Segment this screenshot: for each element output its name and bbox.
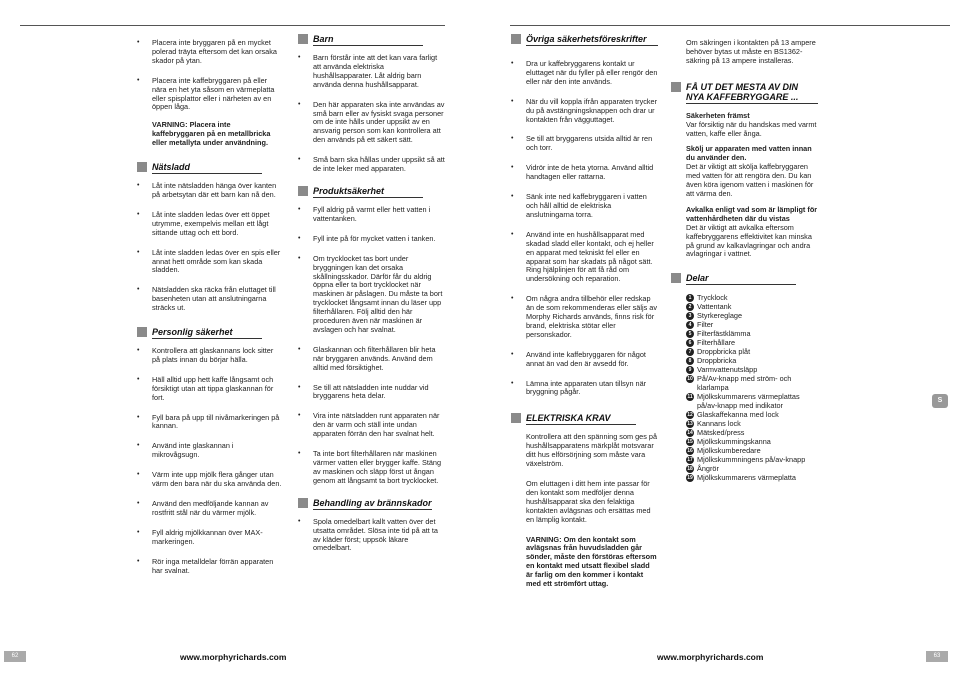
section-marker xyxy=(671,273,681,283)
part-number-badge: 17 xyxy=(687,456,693,463)
section-marker xyxy=(298,34,308,44)
part-label: Mjölkskummningens på/av-knapp xyxy=(697,455,806,465)
part-label: Filterhållare xyxy=(697,338,736,348)
part-item xyxy=(686,293,821,302)
section-heading-ovriga: Övriga säkerhetsföreskrifter xyxy=(511,34,658,46)
language-tab[interactable]: S xyxy=(932,394,948,408)
part-item xyxy=(686,428,821,437)
personlig-item: • Häll alltid upp hett kaffe långsamt och försiktigt utan att tippa glaskannan för fort. xyxy=(137,376,283,403)
section-marker xyxy=(511,34,521,44)
section-marker xyxy=(511,413,521,423)
produkt-item: • Se till att nätsladden inte nuddar vid bryggarens heta delar. xyxy=(298,384,445,402)
part-number-badge: 11 xyxy=(687,393,693,400)
ovriga-item: • När du vill koppla ifrån apparaten trycker du på avstängningsknappen och drar ur kontakten från vägguttaget. xyxy=(511,98,658,125)
descale-body: Det är viktigt att avkalka eftersom kaffebryggarens effektivitet kan minska på grund av kalkavlagringar och andra avlagringar i vattnet. xyxy=(686,222,812,259)
behandling-list xyxy=(298,518,445,554)
natsladd-list xyxy=(137,182,283,313)
electrical-warning: VARNING: Om den kontakt som avlägsnas från huvudsladden går sönder, måste den förstöras eftersom en kontakt med utsatt flexibel sladd är farlig om den kommer i kontakt med ett strömfört uttag. xyxy=(526,534,657,589)
barn-item: • Den här apparaten ska inte användas av små barn eller av fysiskt svaga personer om de inte hålls under uppsikt av en ansvarig person som kan kontrollera att den används på ett säkert sätt. xyxy=(298,101,445,146)
ovriga-item: • Om några andra tillbehör eller redskap än de som rekommenderas eller säljs av Morphy Richards används, finns risk för brand, elektriska stötar eller personskador. xyxy=(511,295,658,340)
produkt-item: • Fyll aldrig på varmt eller hett vatten i vattentanken. xyxy=(298,206,445,224)
ovriga-item: • Se till att bryggarens utsida alltid är ren och torr. xyxy=(511,135,658,153)
section-heading-personlig: Personlig säkerhet xyxy=(137,327,283,339)
barn-item: • Små barn ska hållas under uppsikt så att de inte leker med apparaten. xyxy=(298,156,445,174)
part-number-badge: 10 xyxy=(687,375,693,382)
barn-list xyxy=(298,54,445,174)
part-label: Styrkereglage xyxy=(697,311,743,321)
section-marker xyxy=(137,162,147,172)
personlig-item: • Fyll bara på upp till nivåmarkeringen på kannan. xyxy=(137,414,283,432)
part-item xyxy=(686,302,821,311)
ovriga-item: • Sänk inte ned kaffebryggaren i vatten och håll alltid de elektriska anslutningarna torra. xyxy=(511,193,658,220)
part-item xyxy=(686,320,821,329)
footer-url-left[interactable]: www.morphyrichards.com xyxy=(180,652,287,662)
ovriga-list xyxy=(511,60,658,397)
part-item xyxy=(686,374,821,392)
barn-item: • Barn förstår inte att det kan vara farligt att använda elektriska hushållsapparater. Låt aldrig barn använda denna hushållsapparat. xyxy=(298,54,445,90)
part-item xyxy=(686,455,821,464)
part-item xyxy=(686,473,821,482)
part-label: Filter xyxy=(697,320,714,330)
parts-list xyxy=(671,293,821,482)
part-number-badge: 1 xyxy=(686,294,694,302)
natsladd-item: • Låt inte sladden ledas över ett öppet utrymme, exempelvis mellan ett lågt sittande uttag och ett bord. xyxy=(137,211,283,238)
part-label: Varmvattenutsläpp xyxy=(697,365,758,375)
intro-item: • Placera inte kaffebryggaren på eller nära en het yta såsom en värmeplatta eller spisplattor eller i närheten av en öppen låga. xyxy=(137,77,283,113)
section-heading-elektriska: ELEKTRISKA KRAV xyxy=(511,413,658,425)
part-label: Mätsked/press xyxy=(697,428,745,438)
part-item xyxy=(686,365,821,374)
descale-heading: Avkalka enligt vad som är lämpligt för vattenhårdheten där du vistas xyxy=(686,204,818,223)
part-number-badge: 2 xyxy=(686,303,694,311)
part-number-badge: 15 xyxy=(687,438,693,445)
personlig-item: • Fyll aldrig mjölkkannan över MAX-markeringen. xyxy=(137,529,283,547)
part-label: Mjölkskumberedare xyxy=(697,446,761,456)
part-item xyxy=(686,338,821,347)
section-heading-delar: Delar xyxy=(671,273,821,285)
produkt-item: • Om trycklocket tas bort under bryggningen kan det orsaka skållningsskador. Därför får du aldrig öppna eller ta bort trycklocket när maskinen är påslagen. Du måste ta bort trycklocket långsamt innan du läser upp filterhållaren. Följ alltid den här proceduren även när maskinen är avslagen och har svalnat. xyxy=(298,255,445,335)
part-label: Droppbricka plåt xyxy=(697,347,751,357)
natsladd-item: • Nätsladden ska räcka från eluttaget till basenheten utan att anslutningarna sträcks ut. xyxy=(137,286,283,313)
page-number-left: 62 xyxy=(4,651,26,662)
part-number-badge: 5 xyxy=(686,330,694,338)
intro-item: • Placera inte bryggaren på en mycket polerad träyta eftersom det kan orsaka skador på ytan. xyxy=(137,39,283,66)
personlig-item: • Kontrollera att glaskannans lock sitter på plats innan du börjar hälla. xyxy=(137,347,283,365)
part-label: Vattentank xyxy=(697,302,732,312)
section-marker xyxy=(298,186,308,196)
part-label: Mjölkskummingskanna xyxy=(697,437,771,447)
rinse-body: Det är viktigt att skölja kaffebryggaren med vatten för att rengöra den. Du kan även köra igenom vatten i maskinen för att värma den. xyxy=(686,162,814,198)
page-number-right: 63 xyxy=(926,651,948,662)
part-number-badge: 6 xyxy=(686,339,694,347)
right-column-1 xyxy=(511,34,658,595)
part-item xyxy=(686,356,821,365)
ovriga-item: • Lämna inte apparaten utan tillsyn när bryggning pågår. xyxy=(511,380,658,398)
part-label: Mjölkskummarens värmeplatta xyxy=(697,473,796,483)
left-column-1 xyxy=(137,39,283,586)
part-number-badge: 18 xyxy=(687,465,693,472)
electrical-paragraph-1: Kontrollera att den spänning som ges på hushållsapparatens märkplåt motsvarar ditt hus elförsörjning som måste vara växelström. xyxy=(526,432,658,469)
part-number-badge: 4 xyxy=(686,321,694,329)
ovriga-item: • Använd inte en hushållsapparat med skadad sladd eller kontakt, och ej heller en apparat med tekniskt fel eller en apparat som har skadats på något sätt. Ring hjälplinjen för att få råd om undersökning och reparation. xyxy=(511,231,658,284)
section-marker xyxy=(671,82,681,92)
fuse-text: Om säkringen i kontakten på 13 ampere behöver bytas ut måste en BS1362-säkring på 13 ampere installeras. xyxy=(686,38,816,65)
part-label: Kannans lock xyxy=(697,419,741,429)
part-number-badge: 3 xyxy=(686,312,694,320)
part-number-badge: 14 xyxy=(687,429,693,436)
part-label: Filterfästklämma xyxy=(697,329,751,339)
produkt-item: • Fyll inte på för mycket vatten i tanken. xyxy=(298,235,445,244)
part-label: På/Av-knapp med ström- och klarlampa xyxy=(697,374,792,393)
footer-url-right[interactable]: www.morphyrichards.com xyxy=(657,652,764,662)
part-number-badge: 13 xyxy=(687,420,693,427)
personlig-item: • Värm inte upp mjölk flera gånger utan värm den bara när du ska använda den. xyxy=(137,471,283,489)
part-number-badge: 9 xyxy=(686,366,694,374)
part-label: Mjölkskummarens värmeplattas på/av-knapp med indikator xyxy=(697,392,800,411)
produkt-item: • Glaskannan och filterhållaren blir heta när bryggaren används. Använd dem alltid med försiktighet. xyxy=(298,346,445,373)
personlig-list xyxy=(137,347,283,575)
behandling-item: • Spola omedelbart kallt vatten över det utsatta området. Slösa inte tid på att ta av kläder först; uppsök läkare omedelbart. xyxy=(298,518,445,554)
safety-first-body: Var försiktig när du handskas med varmt vatten, kaffe eller ånga. xyxy=(686,119,817,138)
left-column-2 xyxy=(298,34,445,564)
produkt-list xyxy=(298,206,445,486)
part-label: Droppbricka xyxy=(697,356,737,366)
personlig-item: • Rör inga metalldelar förrän apparaten har svalnat. xyxy=(137,558,283,576)
part-item xyxy=(686,410,821,419)
section-heading-natsladd: Nätsladd xyxy=(137,162,283,174)
section-marker xyxy=(298,498,308,508)
electrical-paragraph-2: Om eluttagen i ditt hem inte passar för den kontakt som medföljer denna hushållsapparat ska den felaktiga kontakten avlägsnas och ersättas med en lämplig kontakt. xyxy=(526,479,651,524)
part-item xyxy=(686,347,821,356)
top-rule-left xyxy=(20,25,445,26)
part-item xyxy=(686,437,821,446)
rinse-heading: Skölj ur apparaten med vatten innan du använder den. xyxy=(686,144,812,163)
ovriga-item: • Använd inte kaffebryggaren för något annat än vad den är avsedd för. xyxy=(511,351,658,369)
part-number-badge: 8 xyxy=(686,357,694,365)
part-item xyxy=(686,392,821,410)
part-number-badge: 19 xyxy=(687,474,693,481)
warning-text: VARNING: Placera inte kaffebryggaren på en metallbricka eller metallyta under användning. xyxy=(152,120,271,148)
section-heading-fa-ut: FÅ UT DET MESTA AV DIN NYA KAFFEBRYGGARE ... xyxy=(671,82,821,104)
part-label: Ångrör xyxy=(697,464,719,474)
top-rule-right xyxy=(510,25,950,26)
part-item xyxy=(686,419,821,428)
part-item xyxy=(686,329,821,338)
intro-list xyxy=(137,39,283,112)
ovriga-item: • Dra ur kaffebryggarens kontakt ur eluttaget när du fyller på eller rengör den eller när den inte används. xyxy=(511,60,658,87)
part-item xyxy=(686,311,821,320)
natsladd-item: • Låt inte sladden ledas över en spis eller annat hett område som kan skada sladden. xyxy=(137,249,283,276)
part-item xyxy=(686,446,821,455)
section-marker xyxy=(137,327,147,337)
personlig-item: • Använd den medföljande kannan av rostfritt stål när du värmer mjölk. xyxy=(137,500,283,518)
right-column-2 xyxy=(671,39,821,482)
personlig-item: • Använd inte glaskannan i mikrovågsugn. xyxy=(137,442,283,460)
natsladd-item: • Låt inte nätsladden hänga över kanten på arbetsytan där ett barn kan nå den. xyxy=(137,182,283,200)
part-number-badge: 12 xyxy=(687,411,693,418)
section-heading-barn: Barn xyxy=(298,34,445,46)
safety-first-heading: Säkerheten främst xyxy=(686,110,750,120)
part-label: Trycklock xyxy=(697,293,728,303)
produkt-item: • Vira inte nätsladden runt apparaten när den är varm och ställ inte undan apparaten förrän den har svalnat helt. xyxy=(298,412,445,439)
part-number-badge: 7 xyxy=(686,348,694,356)
section-heading-behandling: Behandling av brännskador xyxy=(298,498,445,510)
produkt-item: • Ta inte bort filterhållaren när maskinen värmer vatten eller brygger kaffe. Stäng av maskinen och släpp först ut ångan genom att långsamt ta bort trycklocket. xyxy=(298,450,445,486)
ovriga-item: • Vidrör inte de heta ytorna. Använd alltid handtagen eller rattarna. xyxy=(511,164,658,182)
part-label: Glaskaffekanna med lock xyxy=(697,410,779,420)
part-number-badge: 16 xyxy=(687,447,693,454)
part-item xyxy=(686,464,821,473)
section-heading-produkt: Produktsäkerhet xyxy=(298,186,445,198)
